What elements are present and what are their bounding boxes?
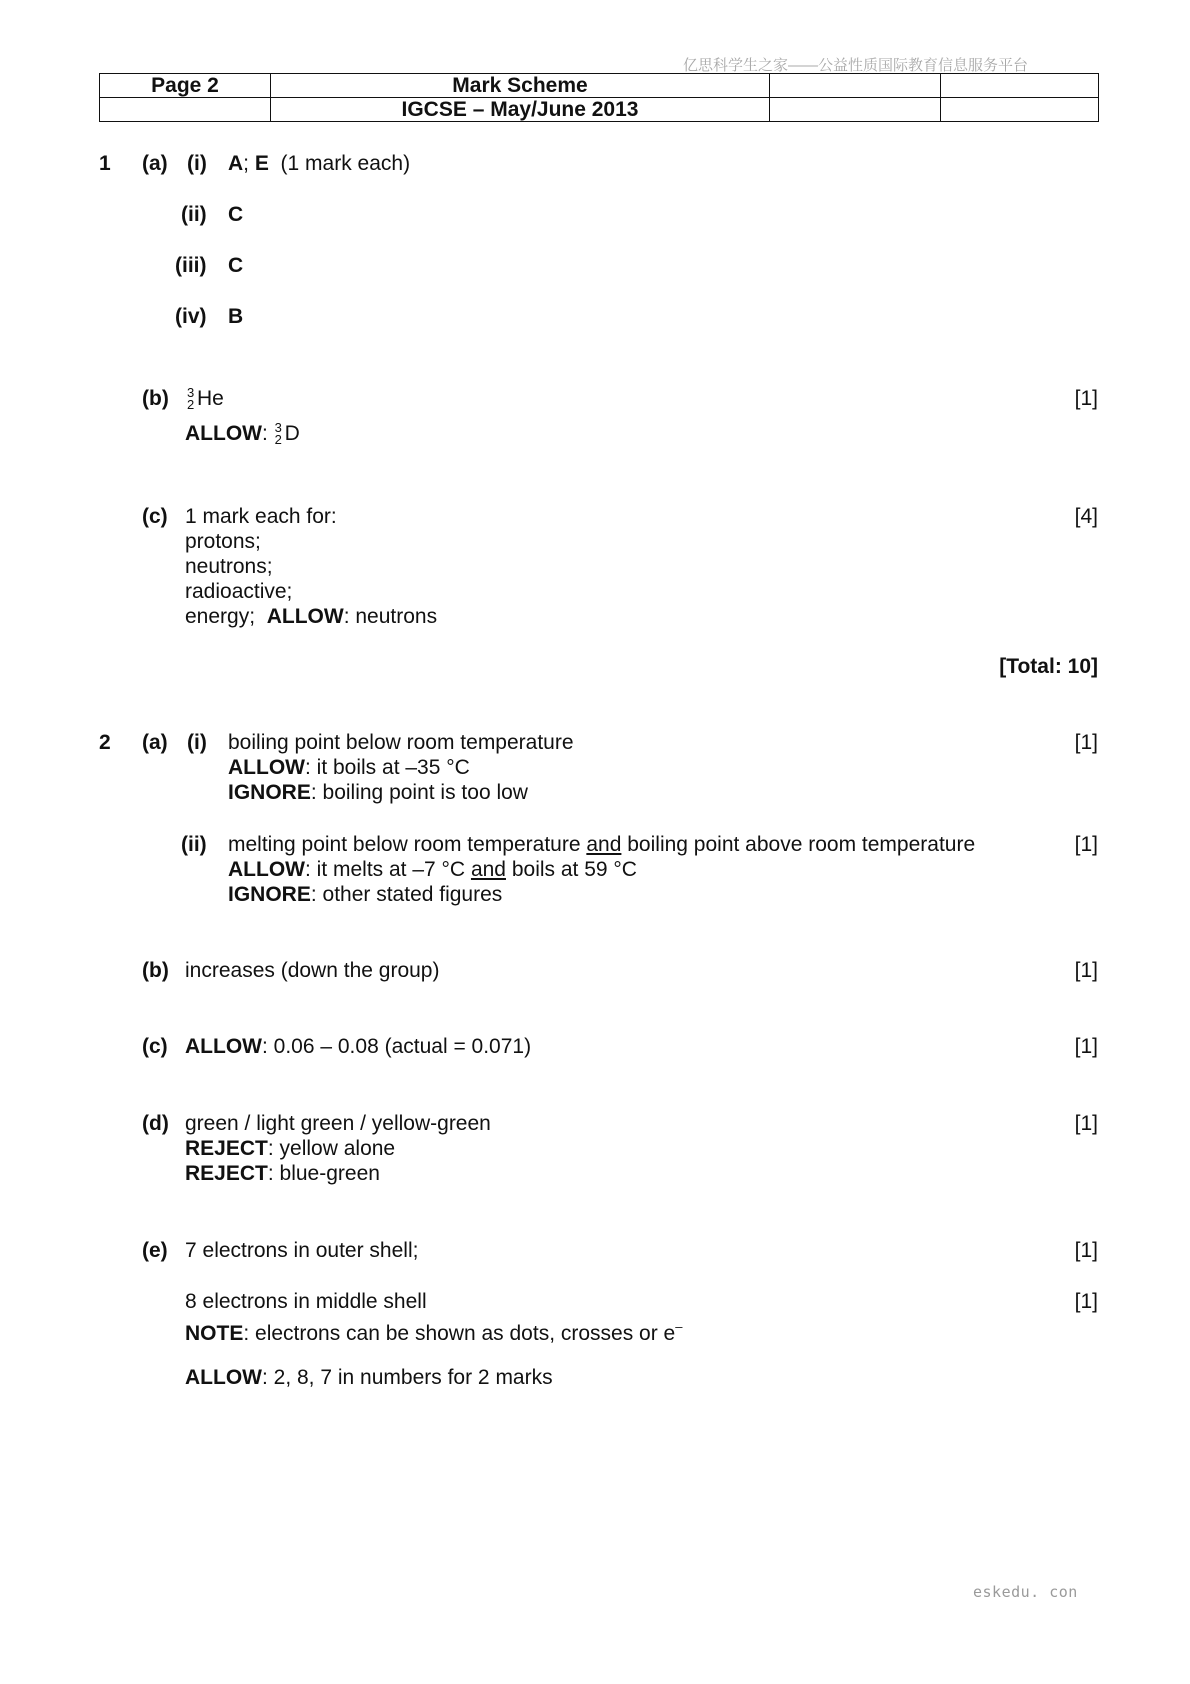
underlined-and: and (470, 858, 506, 881)
allow-label: ALLOW (185, 1366, 262, 1389)
mark-allocation: [4] (1074, 505, 1098, 528)
answer-line (228, 151, 410, 176)
element-symbol: He (197, 387, 224, 410)
underlined-and: and (586, 833, 622, 856)
mass-number: 3 (274, 420, 282, 435)
part-label: (b) (142, 387, 169, 410)
isotope-he (186, 386, 224, 411)
allow-line: ALLOW: it boils at –35 °C (228, 756, 470, 779)
ignore-text: other stated figures (322, 883, 503, 906)
allow-label: ALLOW (185, 422, 262, 445)
mark-allocation: [1] (1074, 959, 1098, 982)
mass-number: 3 (187, 385, 195, 400)
mark-allocation: [1] (1074, 1112, 1098, 1135)
mark-allocation: [1] (1074, 1239, 1098, 1262)
header-title: Mark Scheme (271, 74, 770, 98)
mark-allocation: [1] (1074, 833, 1098, 856)
watermark-text: 亿思科学生之家——公益性质国际教育信息服务平台 (683, 57, 1029, 74)
part-label: (e) (142, 1239, 168, 1262)
allow-line: ALLOW: it melts at –7 °C and boils at 59 °C (228, 858, 637, 881)
question-number: 2 (99, 731, 111, 754)
note-label: NOTE (185, 1322, 244, 1345)
part-label: (a) (142, 152, 168, 175)
ignore-line: IGNORE: boiling point is too low (228, 781, 528, 804)
part-label: (c) (142, 1035, 168, 1058)
header-subtitle: IGCSE – May/June 2013 (271, 98, 770, 122)
ignore-label: IGNORE (228, 781, 311, 804)
allow-text: 0.06 – 0.08 (actual = 0.071) (273, 1035, 532, 1058)
part-label: (d) (142, 1112, 169, 1135)
electron-charge: – (675, 1319, 683, 1334)
question-total: [Total: 10] (999, 655, 1098, 678)
answer-text: green / light green / yellow-green (185, 1112, 491, 1135)
note-text: electrons can be shown as dots, crosses or e (255, 1322, 676, 1345)
answer-text: 7 electrons in outer shell; (185, 1239, 419, 1262)
answer-value: C (228, 203, 244, 226)
ignore-line: IGNORE: other stated figures (228, 883, 503, 906)
mark-allocation: [1] (1074, 1290, 1098, 1313)
element-symbol: D (284, 422, 300, 445)
part-label: (b) (142, 959, 169, 982)
answer-text: 1 mark each for: (185, 505, 337, 528)
answer-text: melting point below room temperature (228, 833, 581, 856)
allow-text: it melts at –7 °C (316, 858, 466, 881)
answer-value: C (228, 254, 244, 277)
allow-line: ALLOW: 0.06 – 0.08 (actual = 0.071) (185, 1035, 532, 1058)
reject-label: REJECT (185, 1137, 268, 1160)
separator: ; (243, 152, 250, 175)
allow-label: ALLOW (228, 756, 305, 779)
subpart-label: (i) (187, 731, 207, 754)
answer-value: E (254, 152, 269, 175)
answer-text: 8 electrons in middle shell (185, 1290, 427, 1313)
subpart-label: (ii) (181, 833, 207, 856)
answer-note: (1 mark each) (280, 152, 411, 175)
mark-allocation: [1] (1074, 387, 1098, 410)
answer-text: energy; (185, 605, 256, 628)
allow-text: boils at 59 °C (511, 858, 637, 881)
allow-label: ALLOW (228, 858, 305, 881)
header-table (99, 73, 1099, 122)
header-empty-cell (100, 98, 271, 122)
header-empty-cell (770, 74, 941, 98)
subpart-label: (iii) (175, 254, 207, 277)
reject-text: yellow alone (279, 1137, 396, 1160)
footer-text: eskedu. con (973, 1583, 1078, 1601)
allow-text: neutrons (355, 605, 438, 628)
allow-line: ALLOW: 3 2 D (185, 420, 300, 447)
reject-text: blue-green (279, 1162, 380, 1185)
answer-line: protons; (185, 530, 261, 553)
subpart-label: (i) (187, 152, 207, 175)
subpart-label: (ii) (181, 203, 207, 226)
header-empty-cell (941, 98, 1099, 122)
allow-text: 2, 8, 7 in numbers for 2 marks (273, 1366, 553, 1389)
mark-allocation: [1] (1074, 731, 1098, 754)
mark-allocation: [1] (1074, 1035, 1098, 1058)
allow-line: ALLOW: 2, 8, 7 in numbers for 2 marks (185, 1366, 553, 1389)
answer-text: boiling point above room temperature (627, 833, 976, 856)
ignore-label: IGNORE (228, 883, 311, 906)
answer-text: boiling point below room temperature (228, 731, 574, 754)
allow-text: it boils at –35 °C (316, 756, 470, 779)
part-label: (a) (142, 731, 168, 754)
answer-value: A (228, 152, 244, 175)
part-label: (c) (142, 505, 168, 528)
reject-line: REJECT: yellow alone (185, 1137, 396, 1160)
answer-line: neutrons; (185, 555, 273, 578)
allow-label: ALLOW (185, 1035, 262, 1058)
ignore-text: boiling point is too low (322, 781, 528, 804)
answer-line (228, 832, 975, 857)
header-page: Page 2 (100, 74, 271, 98)
atomic-number: 2 (274, 432, 282, 447)
header-empty-cell (941, 74, 1099, 98)
question-number: 1 (99, 152, 111, 175)
answer-line: radioactive; (185, 580, 293, 603)
reject-line: REJECT: blue-green (185, 1162, 380, 1185)
header-empty-cell (770, 98, 941, 122)
note-line: NOTE: electrons can be shown as dots, crosses or e– (185, 1319, 683, 1345)
reject-label: REJECT (185, 1162, 268, 1185)
allow-label: ALLOW (266, 605, 344, 628)
atomic-number: 2 (187, 397, 195, 412)
answer-line: energy; ALLOW: neutrons (185, 605, 438, 628)
subpart-label: (iv) (175, 305, 207, 328)
answer-text: increases (down the group) (185, 959, 440, 982)
answer-value: B (228, 305, 244, 328)
